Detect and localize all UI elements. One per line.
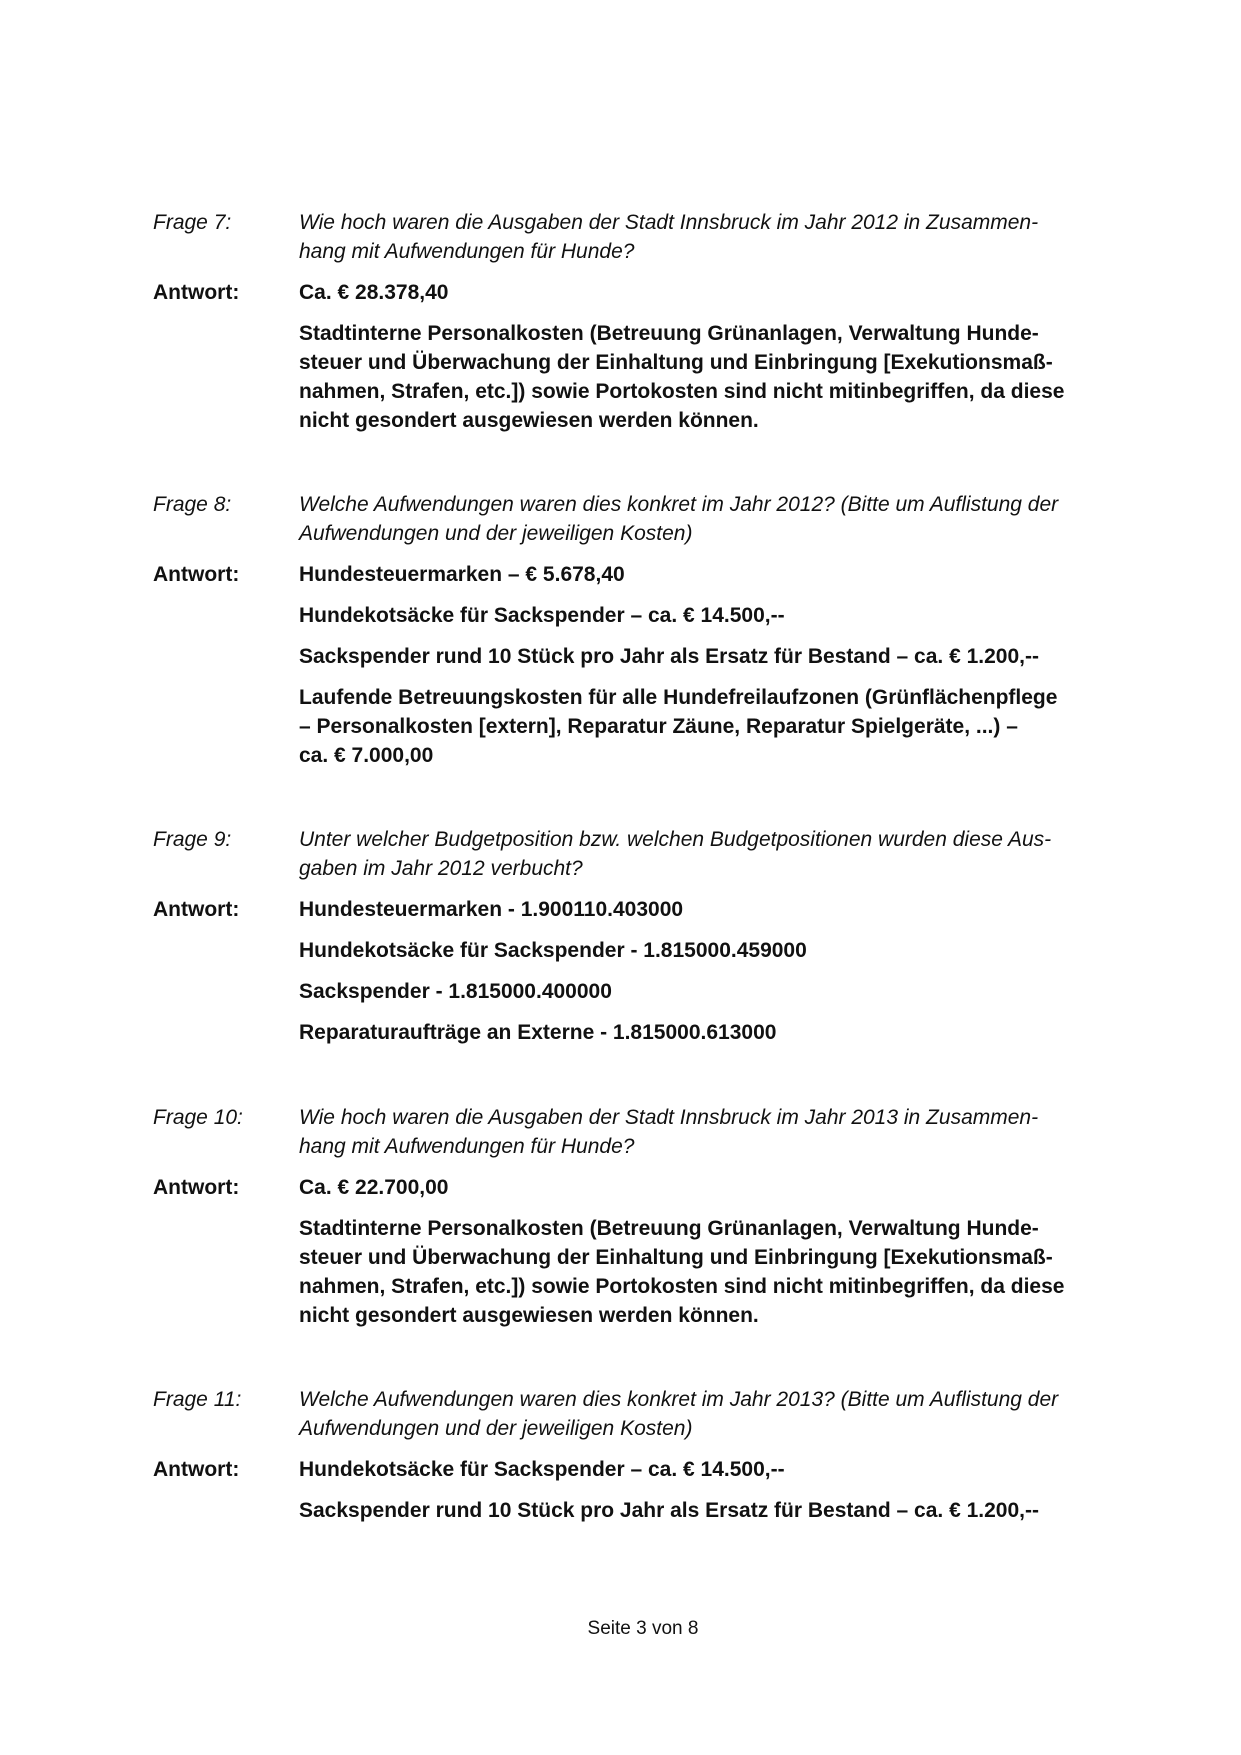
question-label: Frage 11: — [153, 1388, 242, 1411]
question-text: Wie hoch waren die Ausgaben der Stadt Innsbruck im Jahr 2012 in Zusammen- hang mit Aufwendungen für Hunde? — [299, 211, 1039, 263]
answer-paragraph: Stadtinterne Personalkosten (Betreuung Grünanlagen, Verwaltung Hunde- steuer und Überwachung der Einhaltung und Einbringung [Exekutionsmaß- nahmen, Strafen, etc.]) sowie Portokosten sind nicht mitinbegriffen, da diese nicht gesondert ausgewiesen werden können. — [299, 322, 1065, 432]
answer-label: Antwort: — [153, 1176, 240, 1199]
qa-block-11 — [0, 1385, 1241, 1525]
answer-row — [0, 895, 1241, 1047]
answer-text: Hundesteuermarken – € 5.678,40 Hundekotsäcke für Sackspender – ca. € 14.500,-- Sackspender rund 10 Stück pro Jahr als Ersatz für Bestand – ca. € 1.200,-- Laufende Betreuungskosten für alle Hundefreilaufzonen (Grünflächenpflege – Personalkosten [extern], Reparatur Zäune, Reparatur Spielgeräte, ...) – ca. € 7.000,00 — [299, 560, 1159, 770]
page-number: Seite 3 von 8 — [587, 1618, 699, 1639]
question-label: Frage 10: — [153, 1106, 243, 1129]
answer-text: Hundekotsäcke für Sackspender – ca. € 14.500,-- Sackspender rund 10 Stück pro Jahr als Ersatz für Bestand – ca. € 1.200,-- — [299, 1458, 1039, 1522]
answer-label: Antwort: — [153, 281, 240, 304]
qa-block-9 — [0, 825, 1241, 1047]
answer-paragraph: Laufende Betreuungskosten für alle Hundefreilaufzonen (Grünflächenpflege – Personalkosten [extern], Reparatur Zäune, Reparatur Spielgeräte, ...) – ca. € 7.000,00 — [299, 686, 1058, 767]
question-row — [0, 1385, 1241, 1443]
question-label: Frage 9: — [153, 828, 232, 851]
answer-text: Hundesteuermarken - 1.900110.403000 Hundekotsäcke für Sackspender - 1.815000.459000 Sackspender - 1.815000.400000 Reparaturaufträge an Externe - 1.815000.613000 — [299, 898, 807, 1044]
answer-text: Ca. € 22.700,00 Stadtinterne Personalkosten (Betreuung Grünanlagen, Verwaltung Hunde- steuer und Überwachung der Einhaltung und Einbringung [Exekutionsmaß- nahmen, Strafen, etc.]) sowie Portokosten sind nicht mitinbegriffen, da diese nicht gesondert ausgewiesen werden können. — [299, 1173, 1159, 1330]
answer-row — [0, 1173, 1241, 1330]
question-text: Wie hoch waren die Ausgaben der Stadt Innsbruck im Jahr 2013 in Zusammen- hang mit Aufwendungen für Hunde? — [299, 1106, 1039, 1158]
question-text: Welche Aufwendungen waren dies konkret im Jahr 2013? (Bitte um Auflistung der Aufwendungen und der jeweiligen Kosten) — [299, 1388, 1059, 1440]
qa-block-8 — [0, 490, 1241, 770]
question-row — [0, 1103, 1241, 1161]
answer-label: Antwort: — [153, 563, 240, 586]
answer-row — [0, 560, 1241, 770]
answer-label: Antwort: — [153, 1458, 240, 1481]
question-label: Frage 8: — [153, 493, 232, 516]
question-row — [0, 825, 1241, 883]
question-label: Frage 7: — [153, 211, 232, 234]
qa-block-7 — [0, 208, 1241, 435]
question-row — [0, 208, 1241, 266]
answer-row — [0, 1455, 1241, 1525]
answer-paragraph: Stadtinterne Personalkosten (Betreuung Grünanlagen, Verwaltung Hunde- steuer und Überwachung der Einhaltung und Einbringung [Exekutionsmaß- nahmen, Strafen, etc.]) sowie Portokosten sind nicht mitinbegriffen, da diese nicht gesondert ausgewiesen werden können. — [299, 1217, 1065, 1327]
answer-row — [0, 278, 1241, 435]
answer-label: Antwort: — [153, 898, 240, 921]
qa-block-10 — [0, 1103, 1241, 1330]
question-text: Welche Aufwendungen waren dies konkret im Jahr 2012? (Bitte um Auflistung der Aufwendungen und der jeweiligen Kosten) — [299, 493, 1059, 545]
question-row — [0, 490, 1241, 548]
answer-text: Ca. € 28.378,40 Stadtinterne Personalkosten (Betreuung Grünanlagen, Verwaltung Hunde- steuer und Überwachung der Einhaltung und Einbringung [Exekutionsmaß- nahmen, Strafen, etc.]) sowie Portokosten sind nicht mitinbegriffen, da diese nicht gesondert ausgewiesen werden können. — [299, 278, 1159, 435]
question-text: Unter welcher Budgetposition bzw. welchen Budgetpositionen wurden diese Aus- gaben im Jahr 2012 verbucht? — [299, 828, 1052, 880]
